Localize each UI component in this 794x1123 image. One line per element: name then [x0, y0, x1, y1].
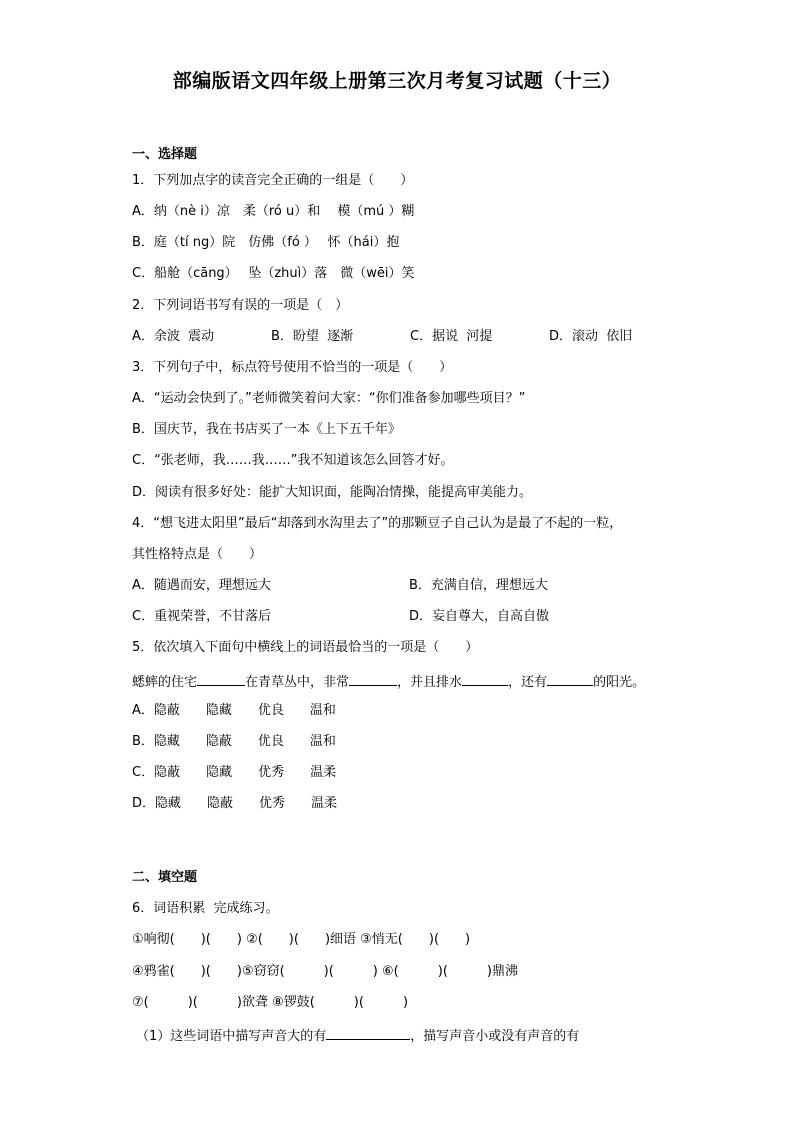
question-5-option-c: C．隐蔽 隐藏 优秀 温柔 — [132, 765, 337, 780]
fill-segment: 在青草丛中，非常 — [245, 675, 350, 690]
question-6-row-3: ⑦( )( )欲聋 ⑧锣鼓( )( ) — [132, 995, 409, 1010]
question-4-stem: 4．“想飞进太阳里”最后“却落到水沟里去了”的那颗豆子自己认为是最了不起的一粒， — [132, 516, 623, 531]
question-5-option-a: A．隐蔽 隐藏 优良 温和 — [132, 703, 336, 718]
section-heading-fill: 二、填空题 — [132, 870, 198, 885]
fill-blank — [197, 671, 245, 686]
question-5-fill-sentence — [132, 671, 645, 692]
section-heading-choice: 一、选择题 — [132, 147, 198, 162]
question-1-option-b: B．庭（tí ng）院 仿佛（fó ） 怀（hái）抱 — [132, 235, 400, 250]
question-2-option-c: C．据说 河提 — [410, 329, 493, 344]
question-5-stem: 5．依次填入下面句中横线上的词语最恰当的一项是（ ） — [132, 640, 479, 655]
fill-blank — [462, 671, 508, 686]
fill-blank — [547, 671, 593, 686]
fill-segment: 蟋蟀的住宅 — [132, 675, 198, 690]
question-5-option-b: B．隐藏 隐蔽 优良 温和 — [132, 734, 336, 749]
question-3-option-d: D．阅读有很多好处：能扩大知识面，能陶冶情操，能提高审美能力。 — [132, 485, 533, 500]
question-4-option-b: B．充满自信，理想远大 — [409, 578, 548, 593]
page-title: 部编版语文四年级上册第三次月考复习试题（十三） — [172, 70, 622, 92]
question-1-stem: 1．下列加点字的读音完全正确的一组是（ ） — [132, 173, 414, 188]
question-4-stem-cont: 其性格特点是（ ） — [132, 547, 263, 562]
question-4-option-c: C．重视荣誉，不甘落后 — [132, 609, 272, 624]
question-6-sub-1 — [136, 1025, 579, 1046]
question-2-option-d: D．滚动 依旧 — [549, 329, 633, 344]
question-2-stem: 2．下列词语书写有误的一项是（ ） — [132, 298, 349, 313]
question-5-option-d: D．隐藏 隐蔽 优秀 温柔 — [132, 796, 338, 811]
question-6-row-1: ①响彻( )( ) ②( )( )细语 ③悄无( )( ) — [132, 932, 471, 947]
sub-1-text-b: ，描写声音小或没有声音的有 — [410, 1029, 580, 1044]
question-2-option-b: B．盼望 逐渐 — [271, 329, 354, 344]
fill-blank — [326, 1025, 410, 1040]
question-6-stem: 6．词语积累 完成练习。 — [132, 901, 279, 916]
fill-segment: ，并且排水 — [397, 675, 463, 690]
question-2-option-a: A．余波 震动 — [132, 329, 215, 344]
question-4-option-d: D．妄自尊大，自高自傲 — [409, 609, 550, 624]
fill-segment: ，还有 — [508, 675, 548, 690]
question-3-option-a: A．“运动会快到了。”老师微笑着问大家：“你们准备参加哪些项目？” — [132, 391, 526, 406]
question-3-stem: 3．下列句子中，标点符号使用不恰当的一项是（ ） — [132, 360, 453, 375]
question-6-row-2: ④鸦雀( )( )⑤窃窃( )( ) ⑥( )( )鼎沸 — [132, 964, 518, 979]
question-1-option-c: C．船舱（cāng） 坠（zhuì）落 微（wēi）笑 — [132, 266, 415, 281]
question-1-option-a: A．纳（nè i）凉 柔（ró u）和 模（mú ）糊 — [132, 204, 415, 219]
question-3-option-b: B．国庆节，我在书店买了一本《上下五千年》 — [132, 422, 401, 437]
question-3-option-c: C．“张老师，我……我……”我不知道该怎么回答才好。 — [132, 453, 454, 468]
sub-1-text-a: （1）这些词语中描写声音大的有 — [136, 1029, 327, 1044]
fill-blank — [349, 671, 397, 686]
question-4-option-a: A．随遇而安，理想远大 — [132, 578, 271, 593]
fill-segment: 的阳光。 — [593, 675, 646, 690]
